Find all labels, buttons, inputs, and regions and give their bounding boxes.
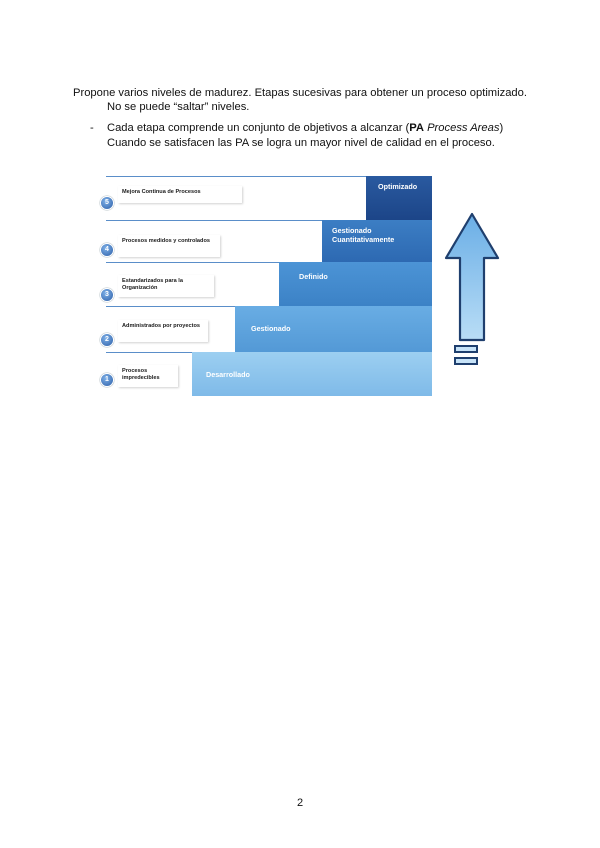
level-3-badge: 3 xyxy=(100,288,114,302)
level-4-description: Procesos medidos y controlados xyxy=(118,235,220,257)
bullet-dash: - xyxy=(90,122,94,134)
level-4-badge: 4 xyxy=(100,243,114,257)
stage-line-2: Cuantitativamente xyxy=(332,235,395,244)
level-1-description: Procesos impredecibles xyxy=(118,365,178,387)
level-3-description: Estandarizados para la Organización xyxy=(118,275,214,297)
intro-paragraph: Propone varios niveles de madurez. Etapas sucesivas para obtener un proceso optimizado. xyxy=(73,87,527,99)
level-5-description: Mejora Continua de Procesos xyxy=(118,186,242,203)
stage-gestionado: Gestionado xyxy=(235,306,432,352)
bullet-text: Cada etapa comprende un conjunto de objetivos a alcanzar ( xyxy=(107,122,410,134)
bullet-close: ) xyxy=(499,122,504,134)
stage-optimizado: Optimizado xyxy=(366,176,432,220)
level-2-description: Administrados por proyectos xyxy=(118,320,208,342)
maturity-levels-diagram xyxy=(96,172,510,398)
stage-gestionado-cuantitativamente xyxy=(322,220,432,262)
level-5-badge: 5 xyxy=(100,196,114,210)
page-number: 2 xyxy=(296,797,304,809)
pa-abbreviation: PA xyxy=(409,122,424,134)
stage-line-1: Gestionado xyxy=(332,226,372,235)
arrow-up-icon xyxy=(444,212,500,372)
pa-quality-line: Cuando se satisfacen las PA se logra un mayor nivel de calidad en el proceso. xyxy=(107,137,495,149)
no-skip-line: No se puede “saltar” niveles. xyxy=(107,101,250,113)
level-2-badge: 2 xyxy=(100,333,114,347)
level-1-badge: 1 xyxy=(100,373,114,387)
stage-desarrollado: Desarrollado xyxy=(192,352,432,396)
stage-definido: Definido xyxy=(279,262,432,306)
bullet-item xyxy=(107,122,503,134)
process-areas-term: Process Areas xyxy=(427,122,500,134)
